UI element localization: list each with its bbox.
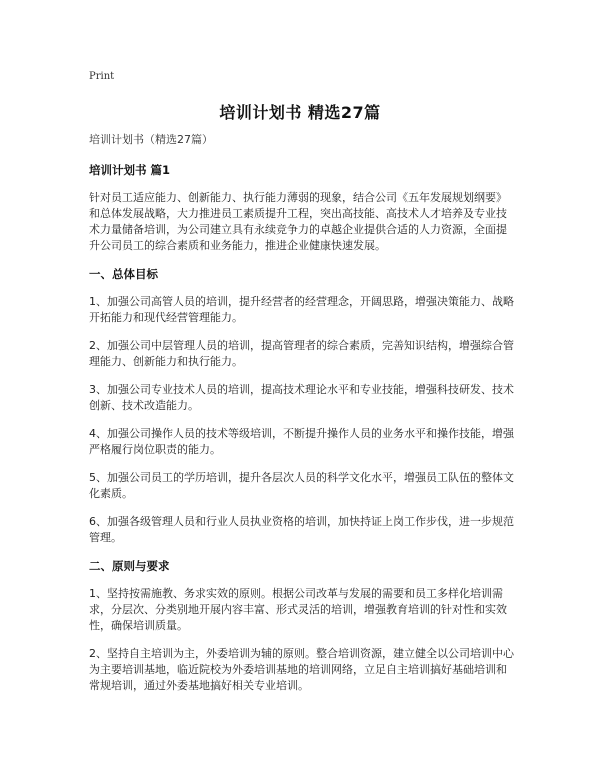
document-body (89, 132, 517, 706)
principles-heading: 二、原则与要求 (89, 559, 170, 573)
principle-item: 1、坚持按需施教、务求实效的原则。根据公司改革与发展的需要和员工多样化培训需求，分层次、分类别地开展内容丰富、形式灵活的培训，增强教育培训的针对性和实效性，确保培训质量。 (89, 587, 507, 632)
goal-item: 5、加强公司员工的学历培训，提升各层次人员的科学文化水平，增强员工队伍的整体文化素质。 (89, 471, 514, 500)
document-title: 培训计划书 精选27篇 (219, 103, 381, 122)
document-subtitle: 培训计划书（精选27篇） (89, 133, 213, 146)
intro-paragraph: 针对员工适应能力、创新能力、执行能力薄弱的现象，结合公司《五年发展规划纲要》和总体发展战略，大力推进员工素质提升工程，突出高技能、高技术人才培养及专业技术力量储备培训，为公司建立具有永续竞争力的卓越企业提供合适的人力资源，全面提升公司员工的综合素质和业务能力，推进企业健康快速发展。 (89, 191, 507, 252)
goal-item: 4、加强公司操作人员的技术等级培训，不断提升操作人员的业务水平和操作技能，增强严格履行岗位职责的能力。 (89, 427, 514, 456)
goal-item: 1、加强公司高管人员的培训，提升经营者的经营理念，开阔思路，增强决策能力、战略开拓能力和现代经营管理能力。 (89, 295, 514, 324)
section-title: 培训计划书 篇1 (89, 163, 171, 177)
goal-item: 6、加强各级管理人员和行业人员执业资格的培训，加快持证上岗工作步伐，进一步规范管理。 (89, 515, 514, 544)
print-label: Print (89, 71, 115, 82)
principle-item: 2、坚持自主培训为主，外委培训为辅的原则。整合培训资源，建立健全以公司培训中心为主要培训基地，临近院校为外委培训基地的培训网络，立足自主培训搞好基础培训和常规培训，通过外委基地搞好相关专业培训。 (89, 647, 514, 692)
goals-heading: 一、总体目标 (89, 267, 158, 281)
goal-item: 2、加强公司中层管理人员的培训，提高管理者的综合素质，完善知识结构，增强综合管理能力、创新能力和执行能力。 (89, 339, 514, 368)
goal-item: 3、加强公司专业技术人员的培训，提高技术理论水平和专业技能，增强科技研发、技术创新、技术改造能力。 (89, 383, 514, 412)
